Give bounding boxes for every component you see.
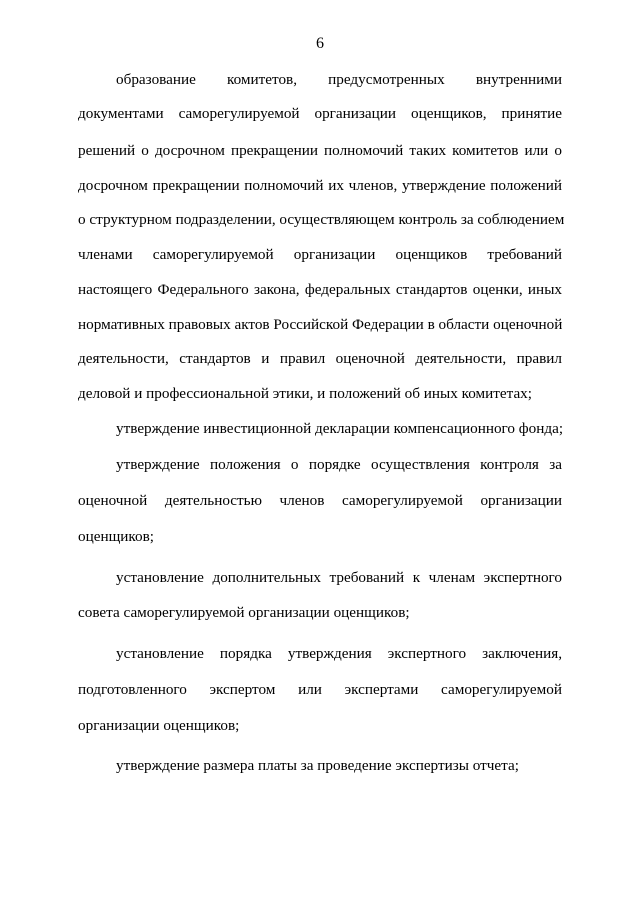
text-line: установление дополнительных требований к членам экспертного	[116, 569, 562, 586]
text-line: утверждение размера платы за проведение экспертизы отчета;	[116, 757, 519, 774]
text-line: настоящего Федерального закона, федеральных стандартов оценки, иных	[78, 281, 562, 298]
text-line: решений о досрочном прекращении полномочий таких комитетов или о	[78, 142, 562, 159]
text-line: подготовленного экспертом или экспертами саморегулируемой	[78, 681, 562, 698]
text-line: членами саморегулируемой организации оценщиков требований	[78, 246, 562, 263]
text-line: оценочной деятельностью членов саморегулируемой организации	[78, 492, 562, 509]
page-number: 6	[316, 35, 324, 52]
text-line: совета саморегулируемой организации оценщиков;	[78, 604, 410, 621]
text-line: утверждение инвестиционной декларации компенсационного фонда;	[116, 420, 564, 437]
text-line: образование комитетов, предусмотренных внутренними	[116, 71, 562, 88]
text-line: организации оценщиков;	[78, 717, 240, 734]
text-line: установление порядка утверждения экспертного заключения,	[116, 645, 562, 662]
text-line: нормативных правовых актов Российской Федерации в области оценочной	[78, 316, 563, 333]
text-line: документами саморегулируемой организации оценщиков, принятие	[78, 105, 562, 122]
text-line: утверждение положения о порядке осуществления контроля за	[116, 456, 562, 473]
text-line: досрочном прекращении полномочий их членов, утверждение положений	[78, 177, 562, 194]
text-line: оценщиков;	[78, 528, 155, 545]
text-line: деловой и профессиональной этики, и положений об иных комитетах;	[78, 385, 532, 402]
text-line: о структурном подразделении, осуществляющем контроль за соблюдением	[78, 211, 565, 228]
text-line: деятельности, стандартов и правил оценочной деятельности, правил	[78, 350, 562, 367]
